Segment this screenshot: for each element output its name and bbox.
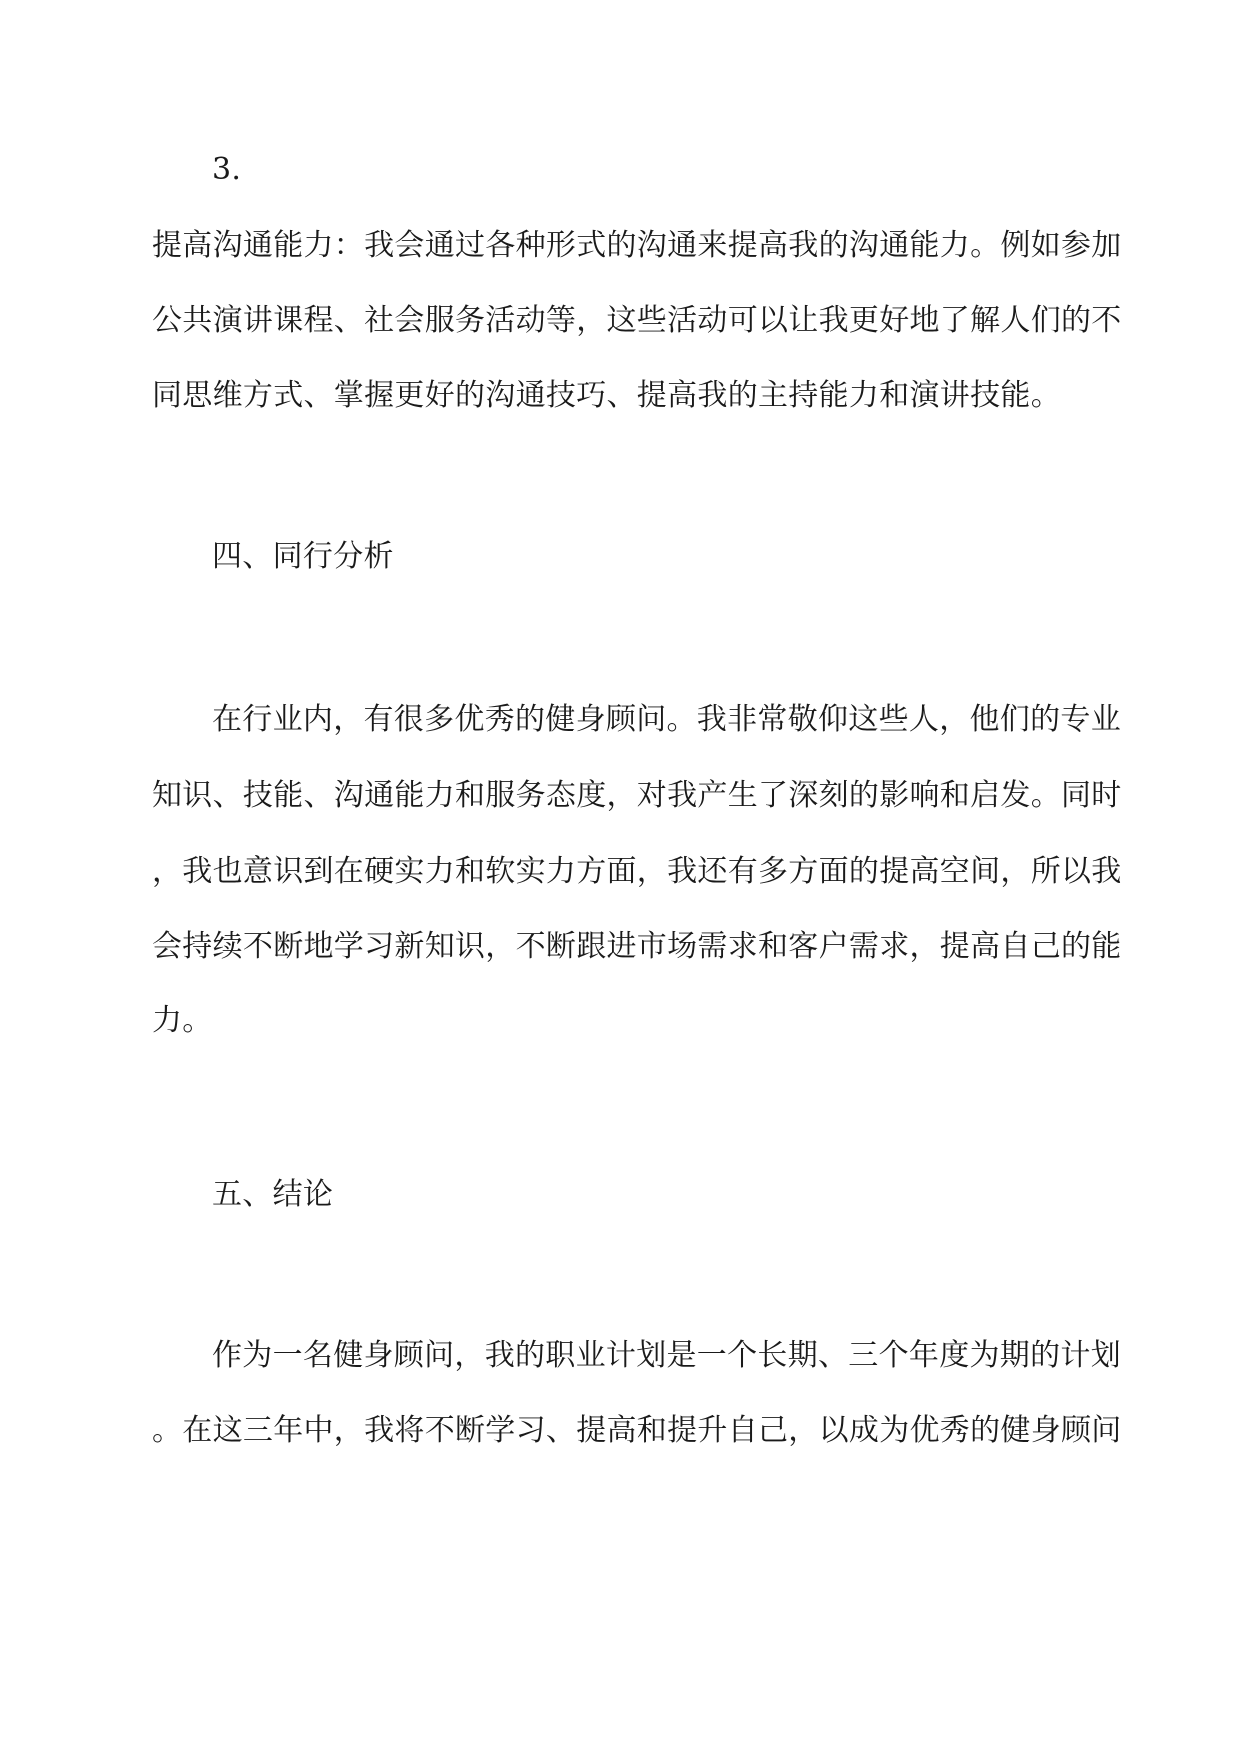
- paragraph-line: 力。: [152, 1003, 213, 1038]
- paragraph-line: 作为一名健身顾问，我的职业计划是一个长期、三个年度为期的计划: [212, 1338, 1121, 1373]
- paragraph-line: 会持续不断地学习新知识，不断跟进市场需求和客户需求，提高自己的能: [152, 929, 1122, 964]
- paragraph-line: ，我也意识到在硬实力和软实力方面，我还有多方面的提高空间，所以我: [152, 854, 1122, 889]
- paragraph-line: 提高沟通能力：我会通过各种形式的沟通来提高我的沟通能力。例如参加: [152, 228, 1122, 263]
- paragraph-line: 在行业内，有很多优秀的健身顾问。我非常敬仰这些人，他们的专业: [212, 702, 1121, 737]
- section-heading: 四、同行分析: [212, 539, 394, 574]
- section-heading: 五、结论: [212, 1177, 334, 1212]
- paragraph-line: 公共演讲课程、社会服务活动等，这些活动可以让我更好地了解人们的不: [152, 303, 1122, 338]
- item-number: 3.: [212, 152, 242, 187]
- paragraph-line: 同思维方式、掌握更好的沟通技巧、提高我的主持能力和演讲技能。: [152, 378, 1061, 413]
- paragraph-line: 。在这三年中，我将不断学习、提高和提升自己，以成为优秀的健身顾问: [152, 1413, 1122, 1448]
- paragraph-line: 知识、技能、沟通能力和服务态度，对我产生了深刻的影响和启发。同时: [152, 778, 1122, 813]
